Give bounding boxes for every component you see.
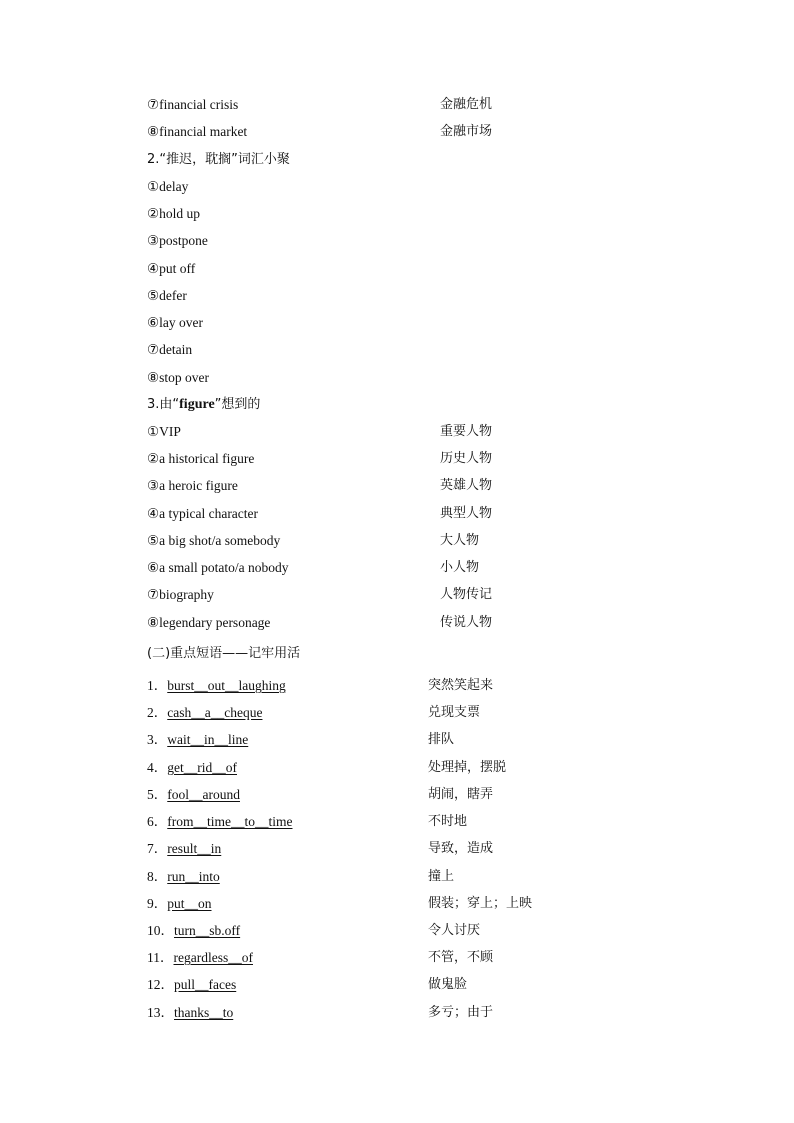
phrase-item <box>147 1003 707 1023</box>
figure-item-cn: 典型人物 <box>440 506 493 521</box>
phrase-number: 12． <box>147 977 174 992</box>
figure-item <box>147 449 707 469</box>
section2-heading <box>147 150 707 170</box>
figure-item <box>147 476 707 496</box>
phrase-meaning: 胡闹，瞎弄 <box>428 787 494 802</box>
phrase-item <box>147 921 707 941</box>
phrase-number: 11． <box>147 950 174 965</box>
phrase-meaning: 撞上 <box>428 869 455 884</box>
figure-item-en: ②a historical figure <box>147 451 255 466</box>
phrase-item <box>147 948 707 968</box>
phrase-item <box>147 676 707 696</box>
finance-item-cn: 金融市场 <box>440 124 493 139</box>
section3-heading <box>147 395 707 415</box>
phrase-meaning: 令人讨厌 <box>428 923 481 938</box>
figure-item-en: ⑦biography <box>147 587 214 602</box>
phrase-item <box>147 758 707 778</box>
finance-item <box>147 95 707 115</box>
figure-item-cn: 传说人物 <box>440 615 493 630</box>
delay-item-en: ⑧stop over <box>147 370 209 385</box>
delay-item <box>147 177 707 197</box>
phrase-number: 8． <box>147 869 168 884</box>
phrase-number: 10． <box>147 923 174 938</box>
delay-item <box>147 368 707 388</box>
phrase-item <box>147 894 707 914</box>
section3-heading-keyword: figure <box>179 397 215 412</box>
delay-item-en: ②hold up <box>147 206 200 221</box>
phrase-number: 13． <box>147 1005 174 1020</box>
phrase-item <box>147 785 707 805</box>
phrase-number: 6． <box>147 814 168 829</box>
phrase-number: 9． <box>147 896 168 911</box>
phrase-meaning: 假装；穿上；上映 <box>428 896 533 911</box>
phrases-heading-text: (二)重点短语——记牢用活 <box>147 646 301 661</box>
phrase-item <box>147 975 707 995</box>
phrase-text: pull__faces <box>174 977 237 992</box>
finance-item <box>147 122 707 142</box>
phrase-text: from__time__to__time <box>167 814 293 829</box>
phrase-number: 7． <box>147 841 168 856</box>
phrase-meaning: 不时地 <box>428 814 468 829</box>
phrase-text: result__in <box>167 841 222 856</box>
finance-item-cn: 金融危机 <box>440 97 493 112</box>
phrase-item <box>147 730 707 750</box>
section2-heading-text: 2.“推迟，耽搁”词汇小聚 <box>147 152 290 167</box>
phrase-text: turn__sb.off <box>174 923 241 938</box>
phrase-text: fool__around <box>167 787 240 802</box>
delay-item-en: ⑦detain <box>147 342 193 357</box>
delay-item <box>147 231 707 251</box>
phrase-meaning: 兑现支票 <box>428 705 481 720</box>
phrase-meaning: 多亏；由于 <box>428 1005 494 1020</box>
delay-item <box>147 259 707 279</box>
phrase-meaning: 处理掉，摆脱 <box>428 760 507 775</box>
section3-heading-suffix: ”想到的 <box>214 397 261 412</box>
phrase-item <box>147 839 707 859</box>
figure-item <box>147 531 707 551</box>
phrase-number: 1． <box>147 678 168 693</box>
phrase-text: wait__in__line <box>167 732 249 747</box>
phrase-meaning: 突然笑起来 <box>428 678 494 693</box>
figure-item-cn: 重要人物 <box>440 424 493 439</box>
phrase-meaning: 排队 <box>428 732 455 747</box>
phrase-item <box>147 867 707 887</box>
figure-item-cn: 大人物 <box>440 533 480 548</box>
phrase-number: 2． <box>147 705 168 720</box>
delay-item <box>147 286 707 306</box>
phrase-text: regardless__of <box>173 950 253 965</box>
delay-item-en: ③postpone <box>147 233 208 248</box>
figure-item-cn: 小人物 <box>440 560 480 575</box>
figure-item-en: ③a heroic figure <box>147 478 238 493</box>
delay-item <box>147 340 707 360</box>
phrase-text: burst__out__laughing <box>167 678 286 693</box>
figure-item <box>147 558 707 578</box>
figure-item-en: ⑧legendary personage <box>147 615 271 630</box>
phrase-text: thanks__to <box>174 1005 234 1020</box>
finance-item-en: ⑦financial crisis <box>147 97 239 112</box>
finance-item-en: ⑧financial market <box>147 124 248 139</box>
phrase-number: 5． <box>147 787 168 802</box>
phrase-meaning: 做鬼脸 <box>428 977 468 992</box>
phrases-heading <box>147 644 707 664</box>
phrase-number: 4． <box>147 760 168 775</box>
phrase-text: cash__a__cheque <box>167 705 263 720</box>
delay-item <box>147 204 707 224</box>
figure-item <box>147 585 707 605</box>
figure-item-cn: 历史人物 <box>440 451 493 466</box>
phrase-item <box>147 703 707 723</box>
figure-item-en: ④a typical character <box>147 506 259 521</box>
phrase-text: run__into <box>167 869 220 884</box>
figure-item <box>147 504 707 524</box>
figure-item-en: ①VIP <box>147 424 181 439</box>
phrase-text: put__on <box>167 896 212 911</box>
delay-item-en: ④put off <box>147 261 196 276</box>
figure-item <box>147 422 707 442</box>
delay-item-en: ①delay <box>147 179 189 194</box>
phrase-text: get__rid__of <box>167 760 237 775</box>
delay-item <box>147 313 707 333</box>
figure-item <box>147 613 707 633</box>
phrase-number: 3． <box>147 732 168 747</box>
phrase-meaning: 导致，造成 <box>428 841 494 856</box>
delay-item-en: ⑥lay over <box>147 315 203 330</box>
phrase-item <box>147 812 707 832</box>
delay-item-en: ⑤defer <box>147 288 187 303</box>
figure-item-cn: 人物传记 <box>440 587 493 602</box>
section3-heading-prefix: 3.由“ <box>147 397 180 412</box>
section3-heading-text <box>147 395 260 415</box>
figure-item-en: ⑤a big shot/a somebody <box>147 533 281 548</box>
phrase-meaning: 不管，不顾 <box>428 950 494 965</box>
figure-item-cn: 英雄人物 <box>440 478 493 493</box>
figure-item-en: ⑥a small potato/a nobody <box>147 560 289 575</box>
